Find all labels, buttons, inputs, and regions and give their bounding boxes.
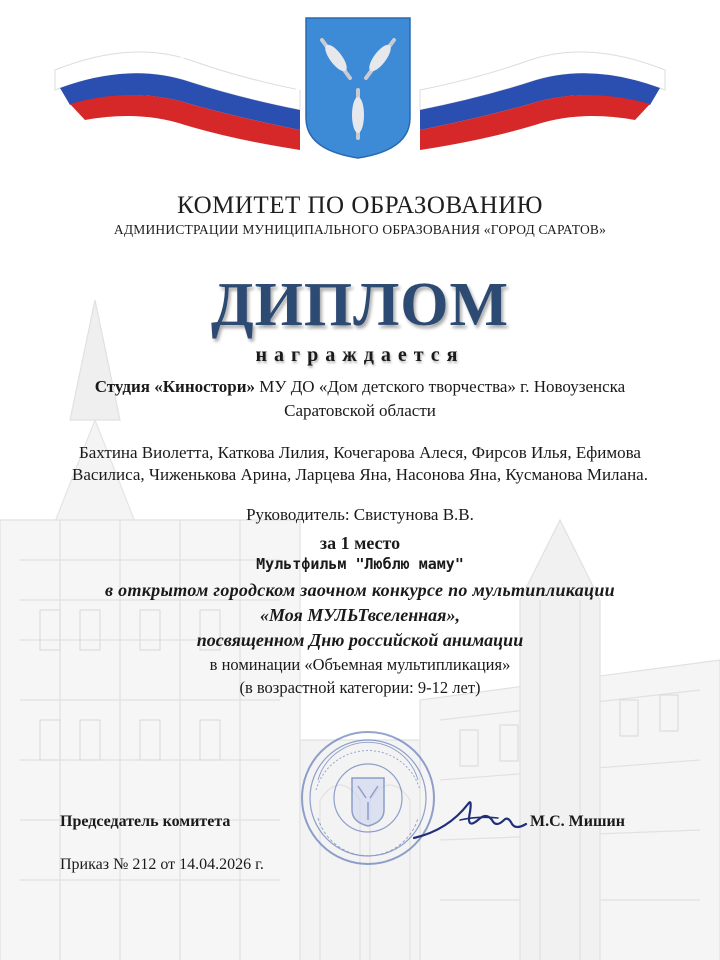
chair-name: М.С. Мишин bbox=[530, 813, 625, 830]
participants-line-1: Бахтина Виолетта, Каткова Лилия, Кочегарова Алеся, Фирсов Илья, Ефимова bbox=[79, 443, 641, 462]
award-place: за 1 место bbox=[319, 533, 401, 553]
contest-line: в открытом городском заочном конкурсе по мультипликации bbox=[105, 580, 615, 600]
diploma-title: ДИПЛОМ bbox=[210, 271, 510, 339]
left-flag-ribbon bbox=[55, 49, 300, 150]
committee-title: КОМИТЕТ ПО ОБРАЗОВАНИЮ bbox=[177, 192, 543, 219]
order-line: Приказ № 212 от 14.04.2026 г. bbox=[60, 856, 264, 873]
studio-name: Студия «Киностори» bbox=[94, 377, 256, 396]
handwritten-signature-icon bbox=[408, 790, 538, 846]
institution-name: МУ ДО «Дом детского творчества» г. Новоузенска bbox=[255, 377, 626, 396]
contest-name: «Моя МУЛЬТвселенная», bbox=[260, 605, 460, 625]
saratov-coat-of-arms-icon bbox=[306, 18, 410, 158]
awarded-caption: награждается bbox=[255, 344, 465, 366]
chair-title: Председатель комитета bbox=[60, 813, 231, 830]
recipient-line bbox=[0, 377, 720, 397]
administration-subtitle: АДМИНИСТРАЦИИ МУНИЦИПАЛЬНОГО ОБРАЗОВАНИЯ «ГОРОД САРАТОВ» bbox=[113, 222, 607, 237]
emblem-band bbox=[0, 0, 720, 180]
film-title: Мультфильм "Люблю маму" bbox=[256, 555, 464, 573]
right-flag-ribbon bbox=[420, 52, 665, 150]
contest-dedication: посвященном Дню российской анимации bbox=[196, 630, 524, 650]
leader-line: Руководитель: Свистунова В.В. bbox=[246, 505, 474, 524]
region-line: Саратовской области bbox=[284, 401, 436, 420]
age-category-line: (в возрастной категории: 9-12 лет) bbox=[239, 678, 481, 697]
participants-line-2: Василиса, Чиженькова Арина, Ларцева Яна, Насонова Яна, Кусманова Милана. bbox=[72, 465, 648, 484]
nomination-line: в номинации «Объемная мультипликация» bbox=[209, 655, 511, 674]
